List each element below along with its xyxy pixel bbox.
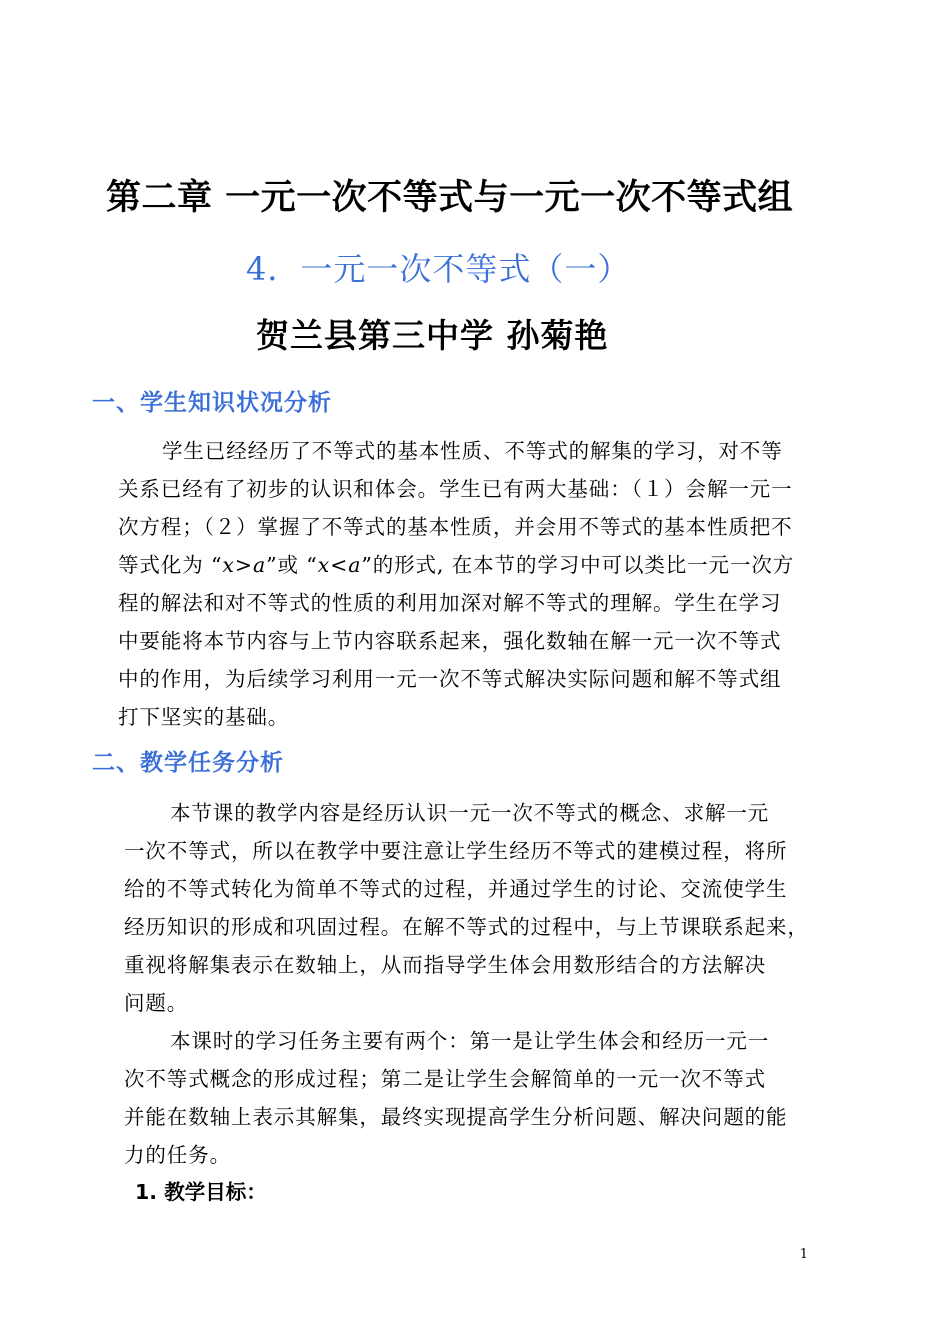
paragraph-line: 一次不等式，所以在教学中要注意让学生经历不等式的建模过程，将所 (124, 839, 788, 863)
paragraph-line: 经历知识的形成和巩固过程。在解不等式的过程中，与上节课联系起来， (124, 915, 809, 939)
text-segment: 等式化为 “ (118, 553, 223, 577)
paragraph-line: 学生已经经历了不等式的基本性质、不等式的解集的学习，对不等 (162, 439, 783, 463)
paragraph-line: 给的不等式转化为简单不等式的过程，并通过学生的讨论、交流使学生 (124, 877, 788, 901)
paragraph-line: 并能在数轴上表示其解集，最终实现提高学生分析问题、解决问题的能 (124, 1105, 788, 1129)
paragraph-line: 关系已经有了初步的认识和体会。学生已有两大基础：（１）会解一元一 (118, 477, 793, 501)
subheading-teaching-goals: 1. 教学目标： (135, 1180, 267, 1204)
paragraph-line: 中的作用，为后续学习利用一元一次不等式解决实际问题和解不等式组 (118, 667, 782, 691)
text-segment: ”的形式, 在本节的学习中可以类比一元一次方 (361, 553, 795, 577)
paragraph-line: 打下坚实的基础。 (118, 705, 290, 729)
math-operator: < (330, 553, 349, 577)
math-operator: > (234, 553, 253, 577)
paragraph-line: 本课时的学习任务主要有两个：第一是让学生体会和经历一元一 (170, 1029, 770, 1053)
paragraph-line (118, 548, 794, 578)
section-heading-2: 二、教学任务分析 (92, 750, 284, 776)
text-segment: ”或 “ (266, 553, 318, 577)
math-variable: x (317, 553, 331, 577)
page-number: 1 (799, 1247, 808, 1262)
lesson-title: 4．一元一次不等式（一） (246, 250, 631, 288)
author-line: 贺兰县第三中学 孙菊艳 (256, 316, 609, 355)
paragraph-line: 次方程；（２）掌握了不等式的基本性质，并会用不等式的基本性质把不 (118, 515, 793, 539)
paragraph-line: 中要能将本节内容与上节内容联系起来，强化数轴在解一元一次不等式 (118, 629, 782, 653)
paragraph-line: 次不等式概念的形成过程；第二是让学生会解简单的一元一次不等式 (124, 1067, 766, 1091)
paragraph-line: 问题。 (124, 991, 189, 1015)
math-variable: a (348, 553, 362, 577)
math-variable: a (252, 553, 267, 577)
paragraph-line: 本节课的教学内容是经历认识一元一次不等式的概念、求解一元 (170, 801, 770, 825)
paragraph-line: 重视将解集表示在数轴上，从而指导学生体会用数形结合的方法解决 (124, 953, 766, 977)
paragraph-line: 力的任务。 (124, 1143, 231, 1167)
section-heading-1: 一、学生知识状况分析 (92, 390, 332, 416)
math-variable: x (222, 553, 235, 577)
paragraph-line: 程的解法和对不等式的性质的利用加深对解不等式的理解。学生在学习 (118, 591, 782, 615)
chapter-title: 第二章 一元一次不等式与一元一次不等式组 (106, 178, 794, 218)
